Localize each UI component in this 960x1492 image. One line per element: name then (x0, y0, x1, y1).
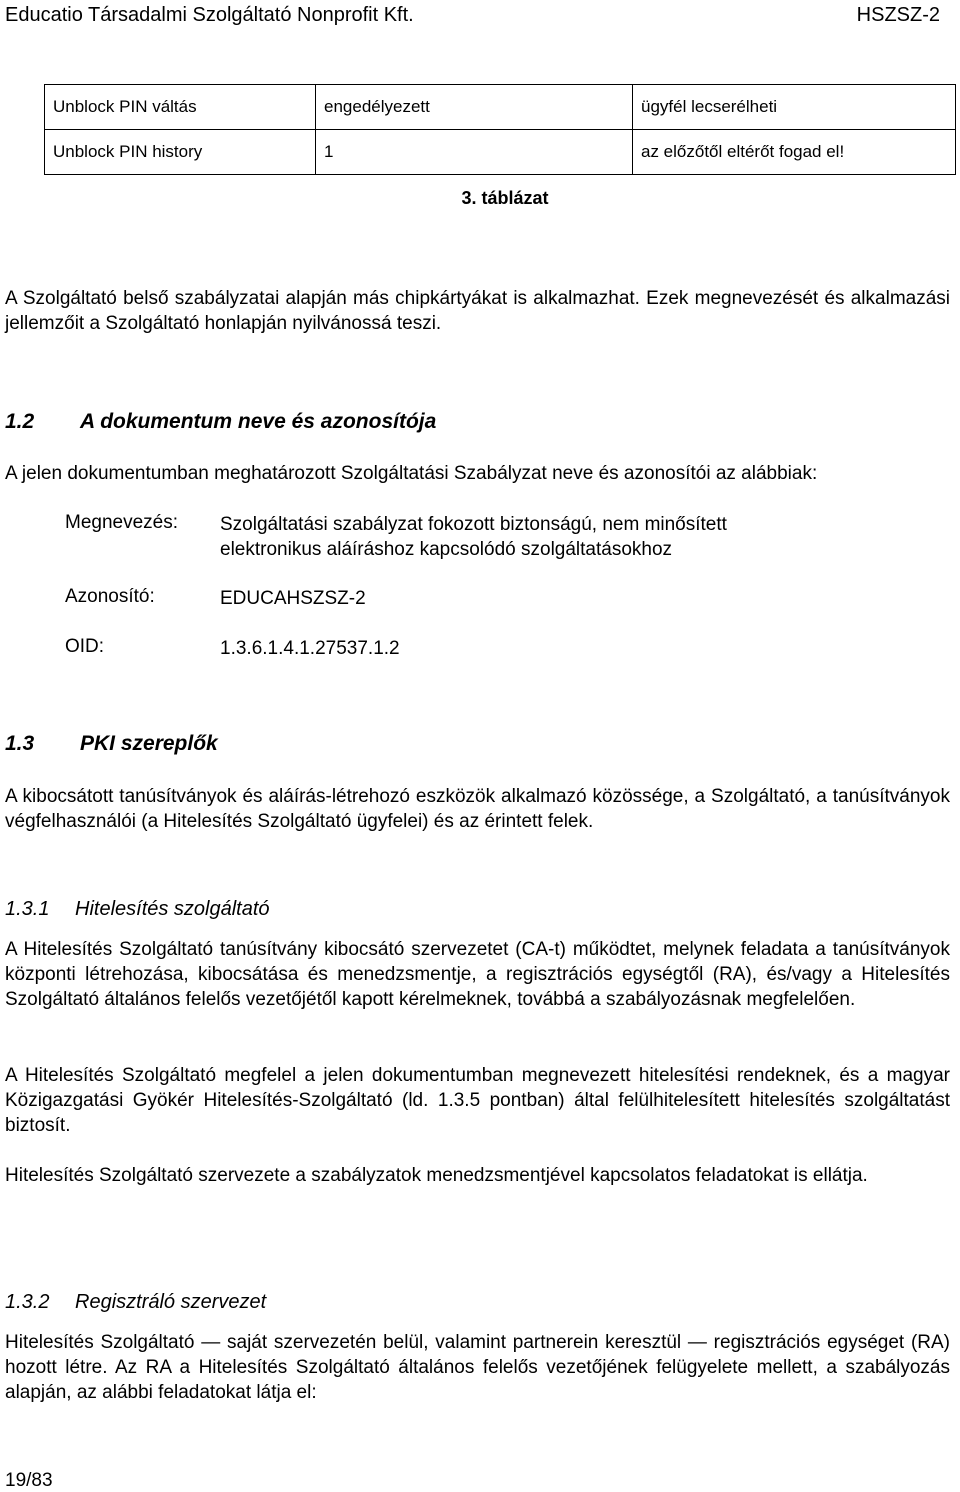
section-1-3-2-paragraph: Hitelesítés Szolgáltató — saját szervezetén belül, valamint partnerein keresztül — regisztrációs egységet (RA) hozott létre. Az RA a Hitelesítés Szolgáltató általános felelős vezetőjének felügyelete mellett, a szabályozás alapján, az alábbi feladatokat látja el: (5, 1332, 950, 1403)
section-number: 1.2 (5, 410, 35, 433)
section-1-2-intro: A jelen dokumentumban meghatározott Szolgáltatási Szabályzat neve és azonosítói az alábbiak: (5, 463, 818, 484)
table-row (45, 130, 956, 175)
name-value-line: elektronikus aláíráshoz kapcsolódó szolgáltatásokhoz (220, 539, 673, 560)
name-label: Megnevezés: (65, 512, 179, 533)
table-cell: Unblock PIN váltás (45, 85, 316, 130)
table-caption: 3. táblázat (461, 188, 549, 208)
section-1-3-1-paragraph-2: A Hitelesítés Szolgáltató megfelel a jelen dokumentumban megnevezett hitelesítési rendeknek, és a magyar Közigazgatási Gyökér Hitelesítés-Szolgáltató (ld. 1.3.5 pontban) által felülhitelesített hitelesítés szolgáltatást biztosít. (5, 1065, 950, 1136)
section-heading-1-3-1 (5, 898, 270, 921)
section-1-3-paragraph: A kibocsátott tanúsítványok és aláírás-létrehozó eszközök alkalmazó közössége, a Szolgáltató, a tanúsítványok végfelhasználói (a Hitelesítés Szolgáltató ügyfelei) és az érintett felek. (5, 786, 950, 832)
id-value: EDUCAHSZSZ-2 (220, 588, 366, 609)
section-number: 1.3.1 (5, 898, 50, 920)
name-value-line: Szolgáltatási szabályzat fokozott biztonságú, nem minősített (220, 514, 727, 535)
section-title: A dokumentum neve és azonosítója (80, 410, 437, 433)
name-value (220, 512, 920, 562)
id-label: Azonosító: (65, 586, 155, 607)
header-doc-id: HSZSZ-2 (856, 4, 940, 26)
section-title: PKI szereplők (80, 732, 218, 755)
section-number: 1.3 (5, 732, 35, 755)
section-1-3-1-paragraph-1: A Hitelesítés Szolgáltató tanúsítvány kibocsátó szervezetet (CA-t) működtet, melynek feladata a tanúsítványok központi létrehozása, kibocsátása és menedzsmentje, a regisztrációs egységtől (RA), és/vagy a Hitelesítés Szolgáltató általános felelős vezetőjétől kapott kérelmeknek, továbbá a szabályozásnak megfelelően. (5, 939, 950, 1010)
table-cell: engedélyezett (316, 85, 633, 130)
table-cell: ügyfél lecserélheti (633, 85, 956, 130)
pin-settings-table (44, 84, 956, 175)
section-title: Hitelesítés szolgáltató (75, 898, 270, 920)
oid-value: 1.3.6.1.4.1.27537.1.2 (220, 638, 400, 659)
oid-label: OID: (65, 636, 105, 657)
intro-paragraph: A Szolgáltató belső szabályzatai alapján más chipkártyákat is alkalmazhat. Ezek megnevezését és alkalmazási jellemzőit a Szolgáltató honlapján nyilvánossá teszi. (5, 288, 950, 334)
page-number: 19/83 (5, 1470, 53, 1491)
section-heading-1-3 (5, 732, 218, 756)
section-heading-1-2 (5, 410, 436, 434)
section-number: 1.3.2 (5, 1291, 50, 1313)
table-cell: az előzőtől eltérőt fogad el! (633, 130, 956, 175)
section-title: Regisztráló szervezet (75, 1291, 267, 1313)
table-cell: 1 (316, 130, 633, 175)
table-cell: Unblock PIN history (45, 130, 316, 175)
section-1-3-1-paragraph-3: Hitelesítés Szolgáltató szervezete a szabályzatok menedzsmentjével kapcsolatos feladatokat is ellátja. (5, 1165, 868, 1186)
table-row (45, 85, 956, 130)
section-heading-1-3-2 (5, 1291, 266, 1314)
header-organization: Educatio Társadalmi Szolgáltató Nonprofit Kft. (5, 4, 414, 26)
